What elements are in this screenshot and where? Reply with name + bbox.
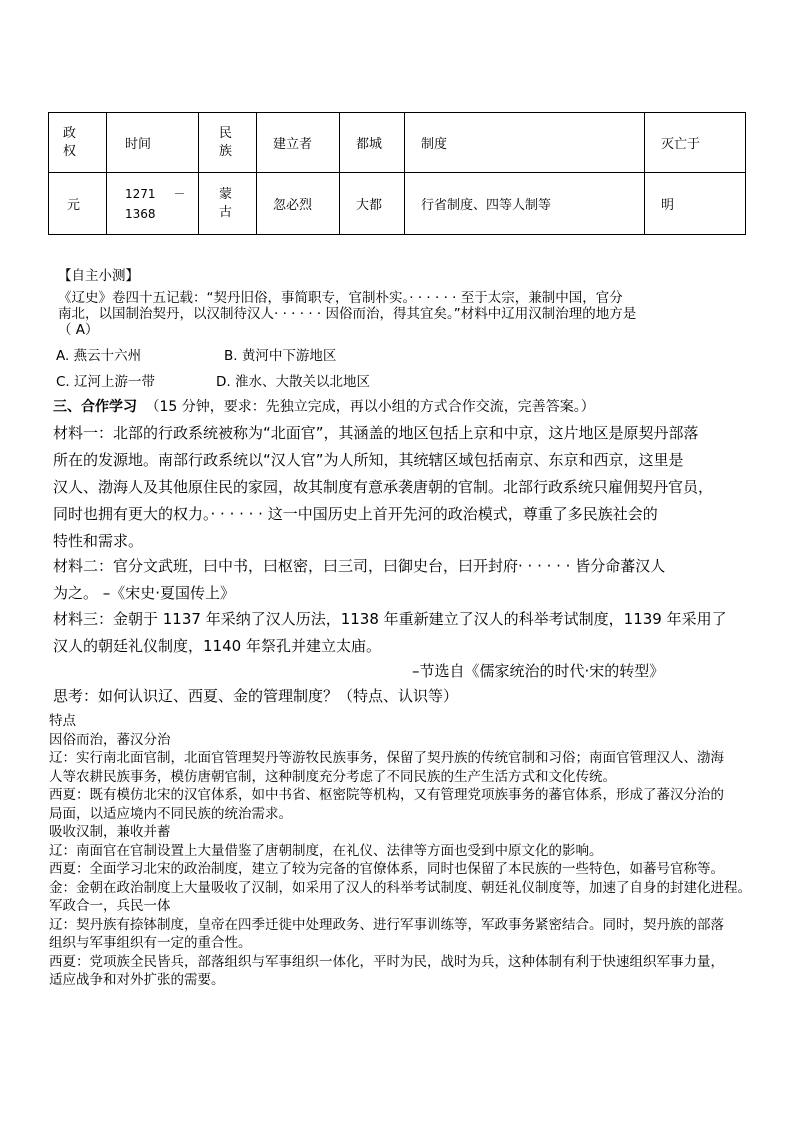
cell-capital: 大都 xyxy=(340,173,405,235)
material-1-line: 特性和需求。 xyxy=(53,532,144,550)
material-1-line: 汉人、渤海人及其他原住民的家园，故其制度有意承袭唐朝的官制。北部行政系统只雇佣契丹官员， xyxy=(53,478,714,496)
material-2-line: 材料二：官分文武班，曰中书，曰枢密，曰三司，曰御史台，曰开封府· · · · · · 皆分命蕃汉人 xyxy=(53,557,666,575)
quiz-option-c: C. 辽河上游一带 xyxy=(56,374,156,390)
table-row xyxy=(49,173,746,235)
cell-time xyxy=(107,173,199,235)
section3-title: 三、合作学习 xyxy=(53,399,137,415)
header-system: 制度 xyxy=(405,113,645,173)
header-founder: 建立者 xyxy=(257,113,340,173)
time-start: 1271 xyxy=(125,186,156,201)
answer-line: 西夏：既有模仿北宋的汉官体系，如中书省、枢密院等机构，又有管理党项族事务的蕃官体系，形成了蕃汉分治的 xyxy=(49,787,724,803)
cell-founder: 忽必烈 xyxy=(257,173,340,235)
material-1-line: 所在的发源地。南部行政系统以“汉人官”为人所知，其统辖区域包括南京、东京和西京，这里是 xyxy=(53,451,684,469)
material-2 xyxy=(53,553,665,607)
answer-line: 金：金朝在政治制度上大量吸收了汉制，如采用了汉人的科举考试制度、朝廷礼仪制度等，加速了自身的封建化进程。 xyxy=(49,879,751,896)
quiz-answer: （ A） xyxy=(58,322,99,338)
answer-line: 辽：契丹族有捺钵制度，皇帝在四季迁徙中处理政务、进行军事训练等，军政事务紧密结合。同时，契丹族的部落 xyxy=(49,916,724,933)
answer-point-1-title: 因俗而治，蕃汉分治 xyxy=(49,731,171,748)
answer-line: 组织与军事组织有一定的重合性。 xyxy=(49,935,252,951)
header-ethnic: 民族 xyxy=(199,113,257,173)
section3-header xyxy=(53,396,595,416)
material-3-line: 汉人的朝廷礼仪制度，1140 年祭孔并建立太庙。 xyxy=(53,637,381,655)
table-header-row xyxy=(49,113,746,173)
material-2-line: 为之。 –《宋史·夏国传上》 xyxy=(53,584,236,602)
answer-heading: 特点 xyxy=(49,713,76,729)
header-time: 时间 xyxy=(107,113,199,173)
answer-line: 辽：南面官在官制设置上大量借鉴了唐朝制度，在礼仪、法律等方面也受到中原文化的影响。 xyxy=(49,842,603,859)
time-end: 1368 xyxy=(125,206,156,221)
material-1-line: 材料一：北部的行政系统被称为“北面官”，其涵盖的地区包括上京和中京，这片地区是原契丹部落 xyxy=(53,424,699,442)
quiz-option-d: D. 淮水、大散关以北地区 xyxy=(216,374,370,390)
header-regime: 政权 xyxy=(49,113,107,173)
cell-system: 行省制度、四等人制等 xyxy=(405,173,645,235)
answer-line: 西夏：全面学习北宋的政治制度，建立了较为完备的官僚体系，同时也保留了本民族的一些特色，如蕃号官称等。 xyxy=(49,861,724,877)
quiz-question-line2: 南北，以国制治契丹，以汉制待汉人· · · · · · 因俗而治，得其宜矣。”材料中辽用汉制治理的地方是 xyxy=(58,306,637,322)
dynasty-table xyxy=(48,112,746,235)
material-3 xyxy=(53,606,727,660)
quiz-question-line1: 《辽史》卷四十五记载：“契丹旧俗，事简职专，官制朴实。· · · · · · 至于太宗，兼制中国，官分 xyxy=(58,290,623,306)
material-1 xyxy=(53,420,713,555)
answer-line: 人等农耕民族事务，模仿唐朝官制，这种制度充分考虑了不同民族的生产生活方式和文化传统。 xyxy=(49,768,616,785)
header-capital: 都城 xyxy=(340,113,405,173)
cell-fall: 明 xyxy=(645,173,746,235)
answer-point-3-title: 军政合一，兵民一体 xyxy=(49,898,171,914)
cell-regime: 元 xyxy=(49,173,107,235)
time-dash: － xyxy=(173,186,186,201)
material-3-line: 材料三：金朝于 1137 年采纳了汉人历法，1138 年重新建立了汉人的科举考试制度，1139 年采用了 xyxy=(53,610,727,628)
cell-ethnic: 蒙古 xyxy=(199,173,257,235)
answer-line: 适应战争和对外扩张的需要。 xyxy=(49,972,225,988)
header-fall: 灭亡于 xyxy=(645,113,746,173)
answer-line: 西夏：党项族全民皆兵，部落组织与军事组织一体化，平时为民，战时为兵，这种体制有利于快速组织军事力量， xyxy=(49,953,724,970)
material-source: –节选自《儒家统治的时代·宋的转型》 xyxy=(412,662,665,680)
material-1-line: 同时也拥有更大的权力。· · · · · · 这一中国历史上首开先河的政治模式，尊重了多民族社会的 xyxy=(53,505,658,523)
think-question: 思考：如何认识辽、西夏、金的管理制度？（特点、认识等） xyxy=(53,687,459,705)
answer-line: 辽：实行南北面官制，北面官管理契丹等游牧民族事务，保留了契丹族的传统官制和习俗；南面官管理汉人、渤海 xyxy=(49,750,724,766)
section3-note: （15 分钟，要求：先独立完成，再以小组的方式合作交流，完善答案。） xyxy=(145,399,595,415)
quiz-option-a: A. 燕云十六州 xyxy=(56,348,142,364)
answer-line: 局面，以适应境内不同民族的统治需求。 xyxy=(49,805,292,822)
answer-block xyxy=(49,712,751,990)
quiz-option-b: B. 黄河中下游地区 xyxy=(224,348,337,364)
quiz-heading: 【自主小测】 xyxy=(58,268,139,284)
answer-point-2-title: 吸收汉制，兼收并蓄 xyxy=(49,824,171,840)
